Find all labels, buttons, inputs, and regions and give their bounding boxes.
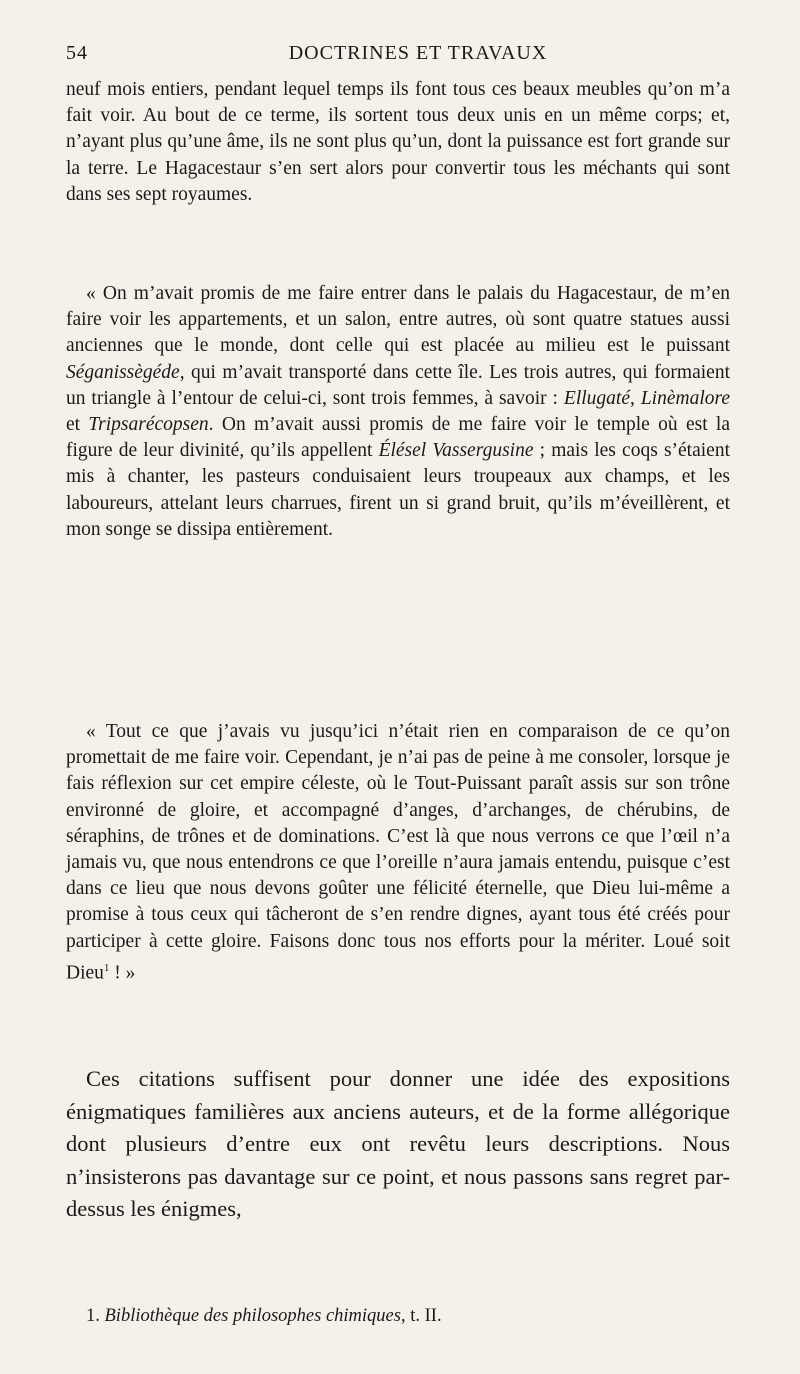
running-title: DOCTRINES ET TRAVAUX <box>288 42 548 64</box>
footnote-reference[interactable]: 1 <box>103 961 110 974</box>
running-header <box>66 42 730 70</box>
paragraph-2-text-1: « On m’avait promis de me faire entrer dans le palais du Hagacestaur, de m’en faire voir les appartements, et un salon, entre autres, où sont quatre statues aussi anciennes que le monde, dont celle qui est placée au milieu est le puissant <box>66 283 730 357</box>
footnote-volume: , t. II. <box>400 1306 442 1326</box>
statue-name-linemalore: Linèmalore <box>640 387 731 409</box>
paragraph-3-text: « Tout ce que j’avais vu jusqu’ici n’était rien en comparaison de ce qu’on promettait de me faire voir. Cependant, je n’ai pas de peine à me consoler, lorsque je fais réflexion sur cet empire céleste, où le Tout-Puissant paraît assis sur son trône environné de gloire, et accompagné d’anges, d’archanges, de chérubins, de séraphins, de trônes et de dominations. C’est là que nous verrons ce que l’œil n’a jamais vu, que nous entendrons ce que l’oreille n’aura jamais entendu, puisque c’est dans ce lieu que nous devons goûter une félicité éternelle, que Dieu lui-même a promise à tous ceux qui tâcheront de s’en rendre dignes, ayant tous été créés pour participer à cette gloire. Faisons donc tous nos efforts pour la mériter. Loué soit Dieu <box>66 721 730 984</box>
paragraph-2-text-2: , qui m’avait transporté dans cette île. Les trois autres, qui formaient un triangle à l’entour de celui-ci, sont trois femmes, à savoir : <box>66 361 730 409</box>
paragraph-1: neuf mois entiers, pendant lequel temps ils font tous ces beaux meubles qu’on m’a fait voir. Au bout de ce terme, ils sortent tous deux unis en un même corps; et, n’ayant plus qu’une âme, ils ne sont plus qu’un, dont la puissance est fort grande sur la terre. Le Hagacestaur s’en sert alors pour convertir tous les méchants qui sont dans ses sept royaumes. <box>66 79 730 205</box>
footnote-source-title: Bibliothèque des philosophes chimiques <box>104 1306 401 1326</box>
separator-comma: , <box>630 387 641 409</box>
divinity-name: Élésel Vassergusine <box>378 440 534 462</box>
footnote-number: 1. <box>86 1306 100 1326</box>
paragraph-2-text-3: . On m’avait aussi promis de me faire voir le temple où est la figure de leur divinité, qu’ils appellent <box>66 414 731 462</box>
paragraph-3-end: ! » <box>109 962 136 984</box>
paragraph-4: Ces citations suffisent pour donner une idée des expositions énigmatiques familières aux anciens auteurs, et de la forme allégorique dont plusieurs d’entre eux ont revêtu leurs descriptions. Nous n’insisterons pas davantage sur ce point, et nous passons sans regret par-dessus les énigmes, <box>66 1066 730 1222</box>
separator-et: et <box>66 414 89 436</box>
statue-name-ellugate: Ellugaté <box>563 387 630 409</box>
statue-name-seganissegede: Séganissègéde <box>66 361 180 383</box>
paragraph-2-text-4: ; mais les coqs s’étaient mis à chanter, les pasteurs conduisaient leurs troupeaux aux champs, et les laboureurs, attelant leurs charrues, firent un si grand bruit, qu’ils m’éveillèrent, et mon songe se dissipa entièrement. <box>66 440 730 540</box>
statue-name-tripsarecopsen: Tripsarécopsen <box>88 414 209 436</box>
paragraph-3 <box>66 719 730 987</box>
paragraph-2 <box>66 281 730 543</box>
footnote <box>66 1304 730 1328</box>
page-number: 54 <box>66 42 88 64</box>
